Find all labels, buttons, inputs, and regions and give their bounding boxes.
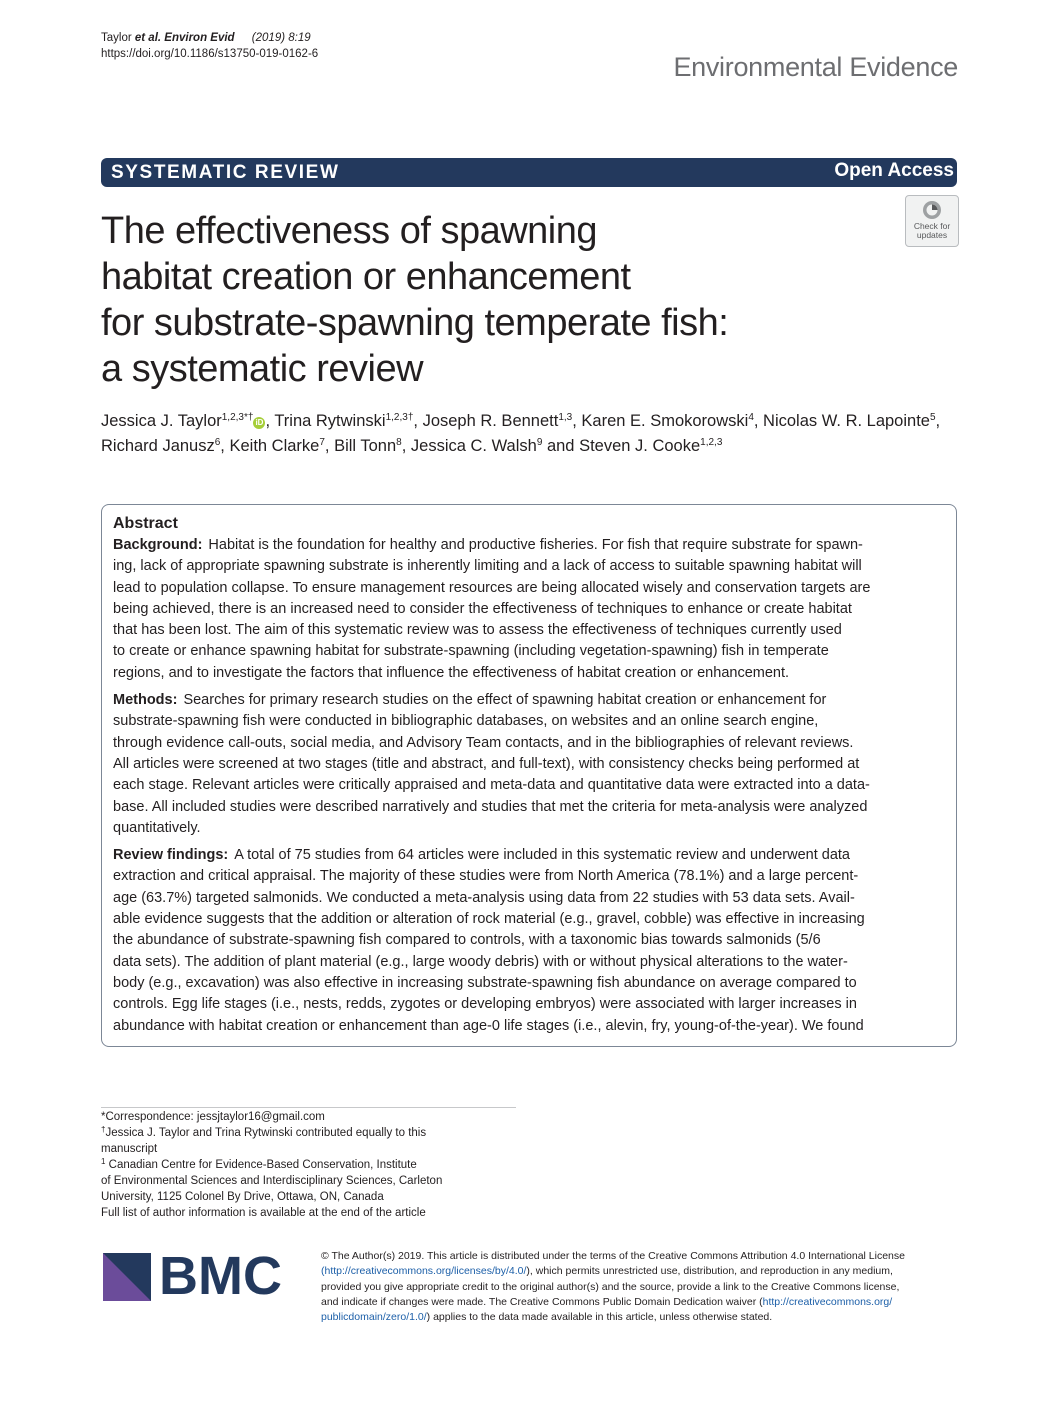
findings-line: extraction and critical appraisal. The majority of these studies were from North America (78.1%) and a large percent-	[113, 868, 859, 885]
findings-line: controls. Egg life stages (i.e., nests, redds, zygotes or developing embryos) were associated with larger increases in	[113, 996, 857, 1013]
license-text: ), which permits unrestricted use, distribution, and reproduction in any medium,	[526, 1265, 893, 1278]
author-affiliation: 7	[319, 437, 325, 448]
dagger-mark: †	[101, 1125, 106, 1134]
author-name[interactable]: Trina Rytwinski	[274, 412, 386, 430]
author-affiliation: 1,2,3	[700, 437, 723, 448]
background-line: ing, lack of appropriate spawning substrate is inherently limiting and a lack of access to suitable spawning habitat will	[113, 558, 862, 575]
footnote-divider	[101, 1107, 516, 1108]
methods-line: each stage. Relevant articles were critically appraised and meta-data and quantitative data were extracted into a data-	[113, 777, 870, 794]
affiliation-line: Canadian Centre for Evidence-Based Conservation, Institute	[105, 1159, 417, 1171]
license-text: and indicate if changes were made. The Creative Commons Public Domain Dedication waiver (	[321, 1295, 763, 1308]
background-line: regions, and to investigate the factors that influence the effectiveness of habitat creation or enhancement.	[113, 664, 790, 681]
findings-line: data sets). The addition of plant material (e.g., large woody debris) with or without physical alterations to the water-	[113, 953, 848, 970]
author-affiliation: 6	[214, 437, 221, 448]
title-line: The effectiveness of spawning	[101, 210, 597, 252]
background-line: being achieved, there is an increased need to consider the effectiveness of techniques to enhance or create habitat	[113, 600, 852, 617]
check-updates-label	[906, 222, 958, 240]
license-line: provided you give appropriate credit to the original author(s) and the source, provide a link to the Creative Commons license,	[321, 1280, 900, 1293]
findings-label: Review findings:	[113, 847, 229, 864]
author-info-note: Full list of author information is available at the end of the article	[101, 1207, 426, 1219]
license-line: © The Author(s) 2019. This article is distributed under the terms of the Creative Commons Attribution 4.0 International License	[321, 1250, 905, 1262]
author-name[interactable]: Keith Clarke	[229, 437, 320, 455]
public-domain-link[interactable]: http://creativecommons.org/	[762, 1295, 893, 1308]
author-name[interactable]: Bill Tonn	[334, 437, 397, 455]
bmc-logo-mark-icon	[103, 1253, 151, 1301]
methods-line: Searches for primary research studies on the effect of spawning habitat creation or enhancement for	[183, 692, 827, 709]
author-affiliation: 1,2,3†	[385, 412, 414, 423]
license-line	[321, 1295, 961, 1310]
abstract-box	[101, 504, 957, 1047]
license-statement	[321, 1249, 961, 1325]
methods-line: All articles were screened at two stages (title and abstract, and full-text), with consistency checks being performed at	[113, 755, 860, 772]
methods-line: through evidence call-outs, social media, and Advisory Team contacts, and in the bibliographies of relevant reviews.	[113, 734, 854, 751]
doi-link[interactable]: https://doi.org/10.1186/s13750-019-0162-6	[101, 48, 319, 60]
author-name[interactable]: Karen E. Smokorowski	[581, 412, 749, 430]
author-affiliation: 4	[748, 412, 754, 423]
citation-line	[101, 30, 318, 46]
background-line: that has been lost. The aim of this systematic review was to assess the effectiveness of techniques currently used	[113, 622, 842, 639]
bmc-logo[interactable]	[103, 1246, 298, 1306]
author-name[interactable]: Richard Janusz	[101, 437, 215, 455]
author-affiliation: 9	[536, 437, 543, 448]
abstract-methods	[113, 690, 947, 839]
check-for-updates-button[interactable]	[905, 195, 959, 247]
check-updates-line2: updates	[916, 230, 948, 240]
license-line	[321, 1264, 961, 1279]
author-affiliation: 1,3	[558, 412, 573, 423]
journal-name: Environmental Evidence	[673, 52, 958, 82]
findings-line: age (63.7%) targeted salmonids. We conducted a meta-analysis using data from 22 studies with 53 data sets. Avail-	[113, 889, 855, 906]
article-type-label: SYSTEMATIC REVIEW	[111, 162, 340, 183]
affiliation-number: 1	[101, 1157, 106, 1166]
abstract-heading: Abstract	[113, 515, 178, 532]
title-line: a systematic review	[101, 348, 424, 390]
background-line: to create or enhance spawning habitat for substrate-spawning (including vegetation-spawning) fish in temperate	[113, 643, 829, 660]
findings-line: A total of 75 studies from 64 articles were included in this systematic review and underwent data	[234, 847, 850, 864]
methods-line: base. All included studies were described narratively and studies that met the criteria for meta-analysis were analyzed	[113, 798, 868, 815]
author-name[interactable]: Steven J. Cooke	[579, 437, 701, 455]
author-list: Jessica J. Taylor$^{1,2,3*\dagger}$ iD , Trina Rytwinski$^{1,2,3\dagger}$, Joseph R. Bennett$^{1,3}$, Karen E. Smokorowski$^4$, Nicolas W. R. Lapointe$^5$, Richard Janusz$^6$, Keith Clarke$^7$, Bill Tonn$^8$, Jessica C. Walsh$^9$ and Steven J. Cooke$^{1,2,3}$	[101, 412, 941, 455]
open-access-label: Open Access	[834, 160, 954, 181]
affiliation-line: University, 1125 Colonel By Drive, Ottawa, ON, Canada	[101, 1191, 384, 1203]
author-affiliation: 8	[396, 437, 402, 448]
author-affiliation: 5	[929, 412, 936, 423]
citation-author: Taylor	[101, 32, 132, 44]
citation-journal: et al. Environ Evid	[134, 32, 235, 44]
findings-line: body (e.g., excavation) was also effective in increasing substrate-spawning fish abundance on average compared to	[113, 974, 857, 991]
findings-line: abundance with habitat creation or enhancement than age-0 life stages (i.e., alevin, fry, young-of-the-year). We found	[113, 1017, 864, 1034]
affiliation-note	[101, 1157, 521, 1173]
citation-header	[101, 30, 318, 62]
license-line	[321, 1310, 961, 1325]
orcid-icon[interactable]: iD	[255, 418, 264, 427]
author-name[interactable]: Nicolas W. R. Lapointe	[763, 412, 930, 430]
check-updates-icon	[922, 200, 942, 220]
check-updates-line1: Check for	[913, 221, 951, 231]
background-line: lead to population collapse. To ensure management resources are being allocated wisely and conservation targets are	[113, 579, 871, 596]
author-name[interactable]: Jessica J. Taylor	[101, 412, 222, 430]
background-line: Habitat is the foundation for healthy and productive fisheries. For fish that require substrate for spawn-	[208, 537, 863, 553]
findings-line: able evidence suggests that the addition or alteration of rock material (e.g., gravel, cobble) was effective in increasing	[113, 911, 865, 928]
license-link[interactable]: (http://creativecommons.org/licenses/by/4.0/	[321, 1265, 527, 1278]
methods-line: substrate-spawning fish were conducted in bibliographic databases, on websites and an online search engine,	[113, 713, 819, 730]
equal-contribution-line: Jessica J. Taylor and Trina Rytwinski contributed equally to this	[105, 1127, 427, 1139]
title-line: for substrate-spawning temperate fish:	[101, 302, 729, 344]
article-title	[101, 208, 861, 392]
title-line: habitat creation or enhancement	[101, 256, 631, 298]
equal-contribution-note	[101, 1125, 521, 1141]
findings-line: the abundance of substrate-spawning fish compared to controls, with a taxonomic bias towards salmonids (5/6	[113, 932, 821, 949]
citation-year: (2019) 8:19	[251, 32, 311, 44]
abstract-background	[113, 535, 947, 684]
methods-label: Methods:	[113, 692, 178, 709]
license-text: ) applies to the data made available in this article, unless otherwise stated.	[426, 1311, 773, 1324]
equal-contribution-line: manuscript	[101, 1143, 158, 1155]
author-name[interactable]: Joseph R. Bennett	[422, 412, 559, 430]
methods-line: quantitatively.	[113, 819, 201, 836]
public-domain-link[interactable]: publicdomain/zero/1.0/	[321, 1311, 427, 1324]
author-name[interactable]: Jessica C. Walsh	[410, 437, 537, 455]
bmc-logo-text: BMC	[159, 1246, 282, 1306]
affiliation-line: of Environmental Sciences and Interdisciplinary Sciences, Carleton	[101, 1175, 443, 1187]
correspondence-note: *Correspondence: jessjtaylor16@gmail.com	[101, 1111, 325, 1123]
background-label: Background:	[113, 537, 203, 553]
author-affiliation: 1,2,3*†	[221, 412, 254, 423]
footnotes	[101, 1109, 521, 1221]
abstract-findings	[113, 845, 947, 1037]
